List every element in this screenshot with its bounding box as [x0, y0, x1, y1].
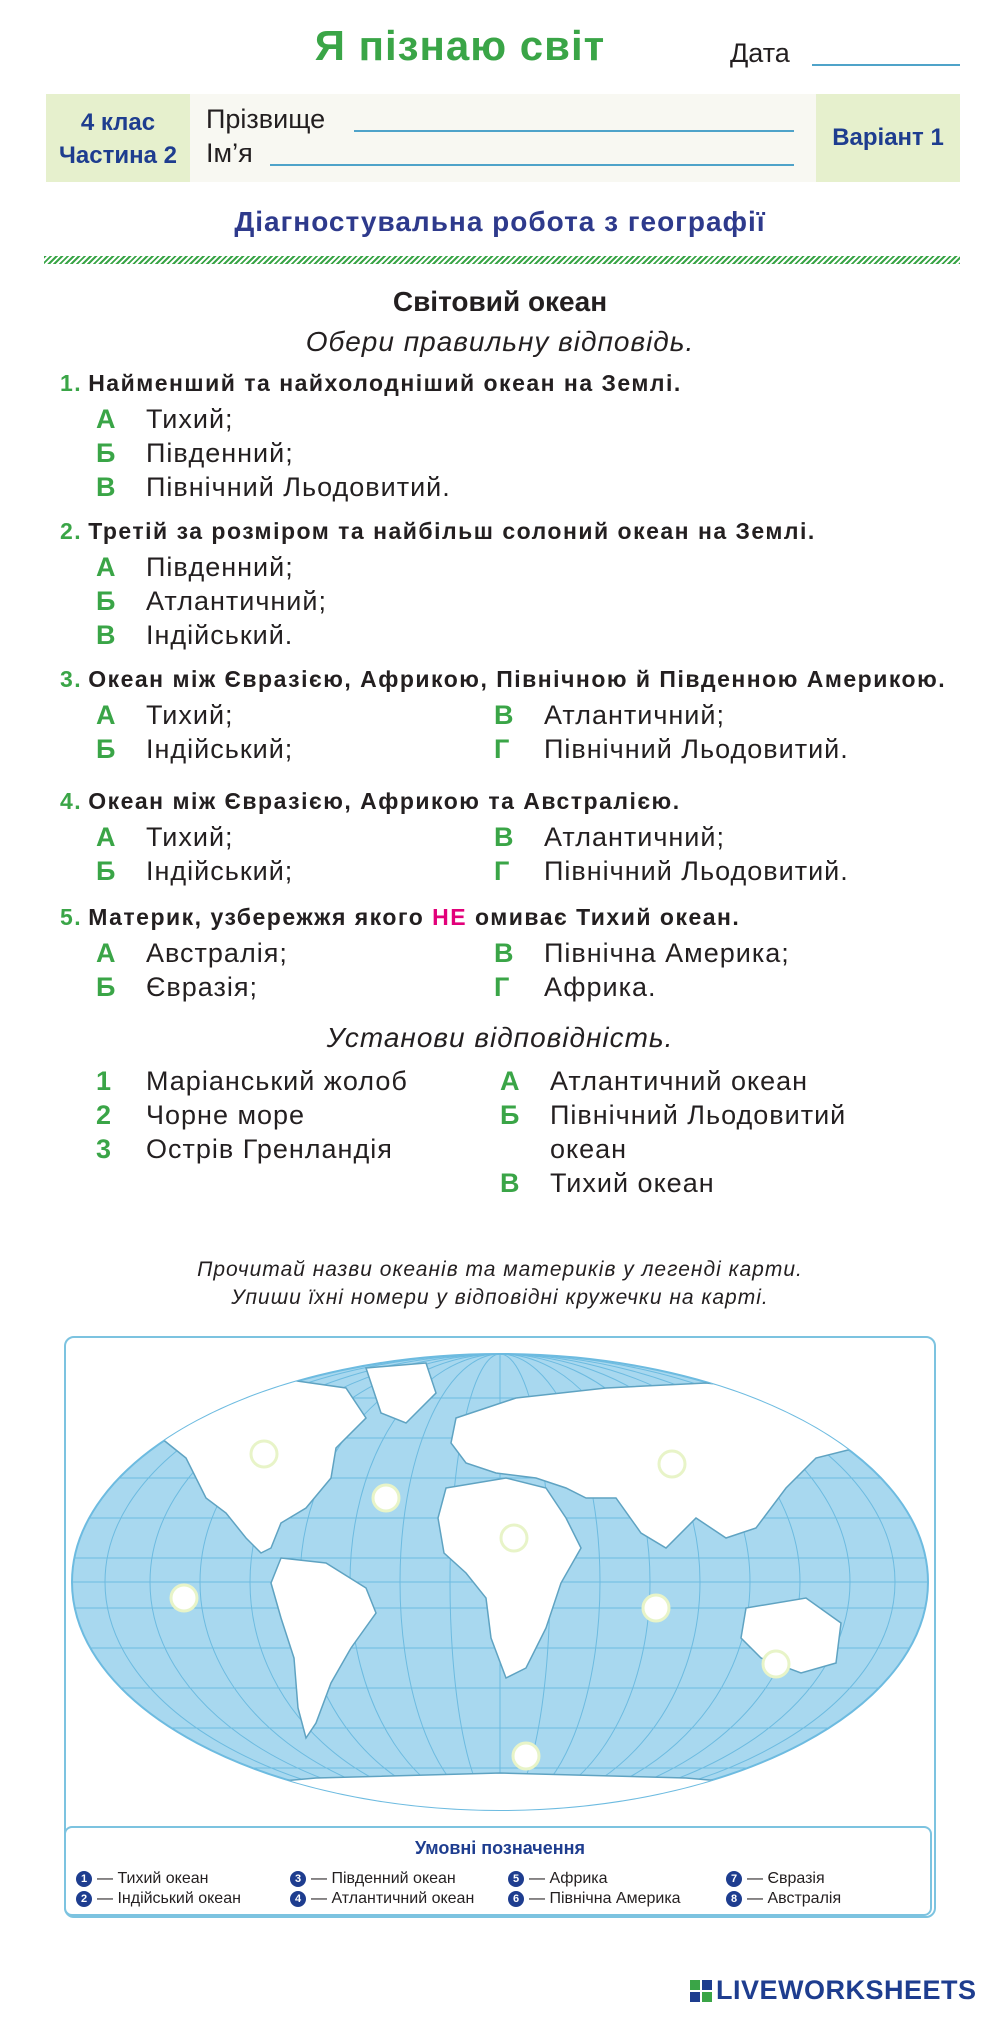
option-text: Індійський.: [146, 620, 294, 650]
option-text: Індійський;: [146, 734, 294, 764]
legend-item: [726, 1870, 825, 1888]
option-letter: В: [96, 472, 117, 502]
legend-text: — Північна Америка: [529, 1890, 681, 1907]
option-letter: А: [96, 404, 117, 434]
answer-circle[interactable]: [643, 1595, 669, 1621]
date-field[interactable]: [812, 64, 960, 66]
map-instruction-line-2: Упиши їхні номери у відповідні кружечки на карті.: [231, 1286, 769, 1309]
match-text: Атлантичний океан: [550, 1066, 809, 1096]
option-letter: Б: [96, 438, 117, 468]
option-text: Північний Льодовитий.: [544, 856, 849, 886]
legend-item: [508, 1890, 681, 1908]
hatched-divider: [44, 256, 960, 264]
legend-text: — Південний океан: [311, 1870, 456, 1887]
legend-text: — Індійський океан: [97, 1890, 241, 1907]
option-q3-b[interactable]: [96, 734, 293, 765]
option-text: Тихий;: [146, 822, 234, 852]
option-letter: Б: [96, 586, 117, 616]
answer-circle[interactable]: [659, 1451, 685, 1477]
match-letter: Б: [500, 1100, 521, 1130]
question-text-before: Материк, узбережжя якого: [88, 904, 425, 930]
legend-item: [76, 1890, 241, 1908]
question-3: [60, 666, 946, 693]
option-letter: В: [494, 938, 515, 968]
option-letter: Г: [494, 972, 511, 1002]
question-5: [60, 904, 740, 931]
legend-number: 5: [508, 1871, 524, 1887]
worksheet-subtitle: Діагностувальна робота з географії: [234, 206, 766, 237]
grade-box: [46, 94, 190, 182]
name-field[interactable]: [270, 164, 794, 166]
question-number: 5.: [60, 904, 83, 930]
match-text: океан: [550, 1134, 628, 1164]
option-text: Атлантичний;: [544, 700, 725, 730]
option-q2-c[interactable]: [96, 620, 293, 651]
answer-circle[interactable]: [501, 1525, 527, 1551]
option-letter: Г: [494, 856, 511, 886]
option-q1-b[interactable]: [96, 438, 294, 469]
liveworksheets-logo[interactable]: [690, 1975, 977, 2006]
legend-item: [290, 1870, 456, 1888]
match-number: 2: [96, 1100, 113, 1130]
answer-circle[interactable]: [251, 1441, 277, 1467]
option-letter: В: [96, 620, 117, 650]
instruction-choose: Обери правильну відповідь.: [305, 326, 695, 357]
logo-icon: [690, 1980, 712, 2002]
option-q3-a[interactable]: [96, 700, 234, 731]
match-letter: А: [500, 1066, 521, 1096]
option-text: Атлантичний;: [544, 822, 725, 852]
instruction-match: Установи відповідність.: [326, 1022, 674, 1053]
option-text: Північний Льодовитий.: [544, 734, 849, 764]
option-letter: В: [494, 822, 515, 852]
option-q5-c[interactable]: [494, 938, 790, 969]
map-legend: [64, 1826, 932, 1916]
antarctica-shape: [146, 1773, 856, 1826]
match-number: 1: [96, 1066, 113, 1096]
match-number: 3: [96, 1134, 113, 1164]
legend-text: — Африка: [529, 1870, 608, 1887]
surname-field[interactable]: [354, 130, 794, 132]
option-text: Південний;: [146, 552, 294, 582]
option-letter: Б: [96, 972, 117, 1002]
name-label: Ім’я: [206, 138, 253, 168]
question-text: Океан між Євразією, Африкою, Північною й Південною Америкою.: [88, 666, 947, 692]
option-q3-d[interactable]: [494, 734, 849, 765]
option-q5-d[interactable]: [494, 972, 657, 1003]
surname-label: Прізвище: [206, 104, 326, 134]
option-q4-b[interactable]: [96, 856, 293, 887]
option-q1-c[interactable]: [96, 472, 451, 503]
date-label: Дата: [730, 38, 790, 68]
world-map: [66, 1338, 934, 1826]
question-text: Найменший та найхолодніший океан на Землі.: [88, 370, 682, 396]
option-q3-c[interactable]: [494, 700, 725, 731]
legend-title: Умовні позначення: [414, 1838, 586, 1858]
match-right-b[interactable]: [500, 1100, 846, 1131]
answer-circle[interactable]: [373, 1485, 399, 1511]
question-4: [60, 788, 681, 815]
question-text-after: омиває Тихий океан.: [475, 904, 741, 930]
option-q4-a[interactable]: [96, 822, 234, 853]
option-q4-d[interactable]: [494, 856, 849, 887]
emphasis-not: НЕ: [432, 904, 468, 930]
question-number: 1.: [60, 370, 83, 396]
match-text: Маріанський жолоб: [146, 1066, 408, 1096]
option-letter: Б: [96, 856, 117, 886]
answer-circle[interactable]: [171, 1585, 197, 1611]
option-letter: А: [96, 822, 117, 852]
answer-circle[interactable]: [763, 1651, 789, 1677]
option-q4-c[interactable]: [494, 822, 725, 853]
question-number: 2.: [60, 518, 83, 544]
legend-number: 1: [76, 1871, 92, 1887]
question-number: 3.: [60, 666, 83, 692]
match-left-1[interactable]: [96, 1066, 408, 1097]
workbook-title: Я пізнаю світ: [314, 22, 606, 69]
option-q5-b[interactable]: [96, 972, 258, 1003]
match-letter: В: [500, 1168, 521, 1198]
section-title: Світовий океан: [392, 286, 608, 317]
part-label: Частина 2: [59, 142, 177, 169]
question-1: [60, 370, 682, 397]
question-text: Океан між Євразією, Африкою та Австралією.: [88, 788, 681, 814]
option-letter: Б: [96, 734, 117, 764]
option-text: Північна Америка;: [544, 938, 790, 968]
question-number: 4.: [60, 788, 83, 814]
answer-circle[interactable]: [513, 1743, 539, 1769]
option-letter: А: [96, 700, 117, 730]
match-right-a[interactable]: [500, 1066, 808, 1097]
legend-number: 2: [76, 1891, 92, 1907]
legend-item: [76, 1870, 208, 1888]
grade-label: 4 клас: [80, 109, 156, 136]
variant-label: Варіант 1: [816, 94, 960, 182]
legend-number: 4: [290, 1891, 306, 1907]
option-text: Австралія;: [146, 938, 288, 968]
question-2: [60, 518, 816, 545]
match-right-b-cont: [500, 1134, 627, 1165]
option-q2-b[interactable]: [96, 586, 327, 617]
option-q1-a[interactable]: [96, 404, 234, 435]
student-info: [190, 94, 816, 182]
option-text: Тихий;: [146, 404, 234, 434]
match-right-c[interactable]: [500, 1168, 715, 1199]
logo-text: LIVEWORKSHEETS: [716, 1975, 977, 2005]
option-text: Індійський;: [146, 856, 294, 886]
legend-item: [726, 1890, 841, 1908]
legend-text: — Австралія: [747, 1890, 842, 1907]
question-text: Третій за розміром та найбільш солоний океан на Землі.: [88, 518, 816, 544]
map-instruction-line-1: Прочитай назви океанів та материків у легенді карти.: [197, 1258, 803, 1281]
match-text: Острів Гренландія: [146, 1134, 393, 1164]
option-text: Африка.: [544, 972, 657, 1002]
legend-text: — Євразія: [747, 1870, 825, 1887]
match-left-3[interactable]: [96, 1134, 393, 1165]
legend-item: [508, 1870, 608, 1888]
legend-number: 8: [726, 1891, 742, 1907]
legend-item: [290, 1890, 474, 1908]
option-q5-a[interactable]: [96, 938, 288, 969]
option-text: Атлантичний;: [146, 586, 327, 616]
match-text: Чорне море: [146, 1100, 306, 1130]
match-text: Тихий океан: [550, 1168, 715, 1198]
option-text: Тихий;: [146, 700, 234, 730]
option-text: Євразія;: [146, 972, 258, 1002]
match-left-2[interactable]: [96, 1100, 305, 1131]
option-text: Південний;: [146, 438, 294, 468]
option-letter: Г: [494, 734, 511, 764]
legend-number: 3: [290, 1871, 306, 1887]
legend-text: — Атлантичний океан: [311, 1890, 475, 1907]
map-instruction: [0, 1256, 1000, 1312]
legend-number: 7: [726, 1871, 742, 1887]
match-text: Північний Льодовитий: [550, 1100, 847, 1130]
option-text: Північний Льодовитий.: [146, 472, 451, 502]
legend-number: 6: [508, 1891, 524, 1907]
option-letter: А: [96, 938, 117, 968]
legend-text: — Тихий океан: [97, 1870, 209, 1887]
option-letter: В: [494, 700, 515, 730]
option-q2-a[interactable]: [96, 552, 294, 583]
option-letter: А: [96, 552, 117, 582]
